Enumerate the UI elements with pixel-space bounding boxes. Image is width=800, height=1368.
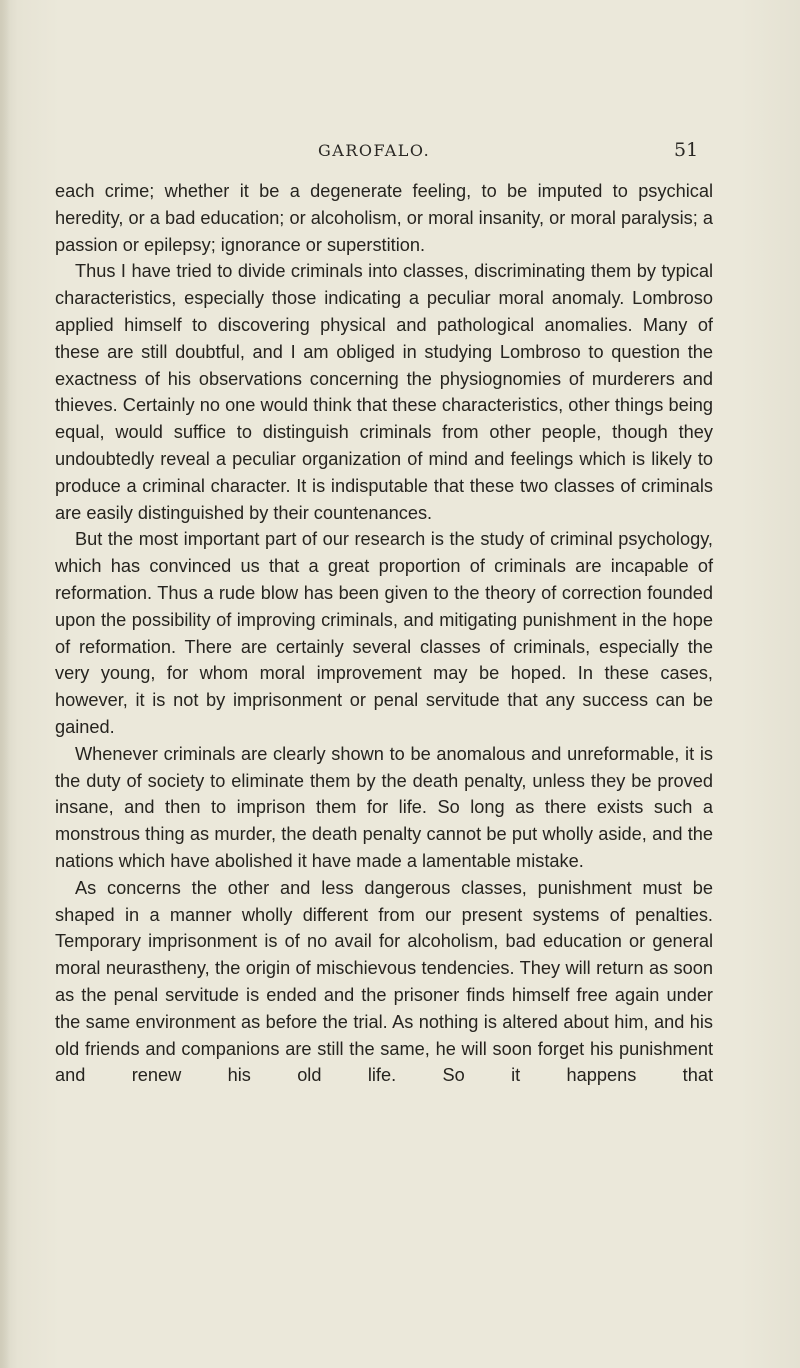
paragraph-criminal-psychology: But the most important part of our research is the study of criminal psychology, which has convinced us that a great proportion of criminals are incapable of reformation. Thus a rude blow has been given to the theory of correction founded upon the possibility of improving criminals, and mitigating punishment in the hope of reformation. There are certainly several classes of criminals, especially the very young, for whom moral improvement may be hoped. In these cases, however, it is not by imprisonment or penal servitude that any success can be gained. <box>55 529 713 737</box>
body-text <box>55 178 713 1089</box>
page-binding-edge <box>0 0 10 1368</box>
page-number: 51 <box>674 139 699 161</box>
paragraph-death-penalty: Whenever criminals are clearly shown to be anomalous and unreformable, it is the duty of society to eliminate them by the death penalty, unless they be proved insane, and then to imprison them for life. So long as there exists such a monstrous thing as murder, the death penalty cannot be put wholly aside, and the nations which have abolished it have made a lamentable mistake. <box>55 743 713 871</box>
running-title: GAROFALO. <box>318 141 431 160</box>
paragraph-less-dangerous-classes: As concerns the other and less dangerous classes, punishment must be shaped in a manner wholly different from our present systems of penalties. Temporary imprisonment is of no avail for alcoholism, bad education or general moral neurastheny, the origin of mischievous tendencies. They will return as soon as the penal servitude is ended and the prisoner finds himself free again under the same environment as before the trial. As nothing is altered about him, and his old friends and companions are still the same, he will soon forget his punishment and renew his old life. So it happens that <box>55 877 713 1086</box>
paragraph-classification: Thus I have tried to divide criminals into classes, discriminating them by typical characteristics, especially those indicating a peculiar moral anomaly. Lombroso applied himself to discovering physical and pathological anomalies. Many of these are still doubtful, and I am obliged in studying Lombroso to question the exactness of his observations concerning the physiognomies of murderers and thieves. Certainly no one would think that these characteristics, other things being equal, would suffice to distinguish criminals from other people, though they undoubtedly reveal a peculiar organization of mind and feelings which is likely to produce a criminal character. It is indisputable that these two classes of criminals are easily distinguished by their countenances. <box>55 261 713 523</box>
running-head <box>0 141 800 167</box>
paragraph-continuation: each crime; whether it be a degenerate feeling, to be imputed to psychical heredity, or a bad education; or alcoholism, or moral insanity, or moral paralysis; a passion or epilepsy; ignorance or superstition. <box>55 181 713 255</box>
